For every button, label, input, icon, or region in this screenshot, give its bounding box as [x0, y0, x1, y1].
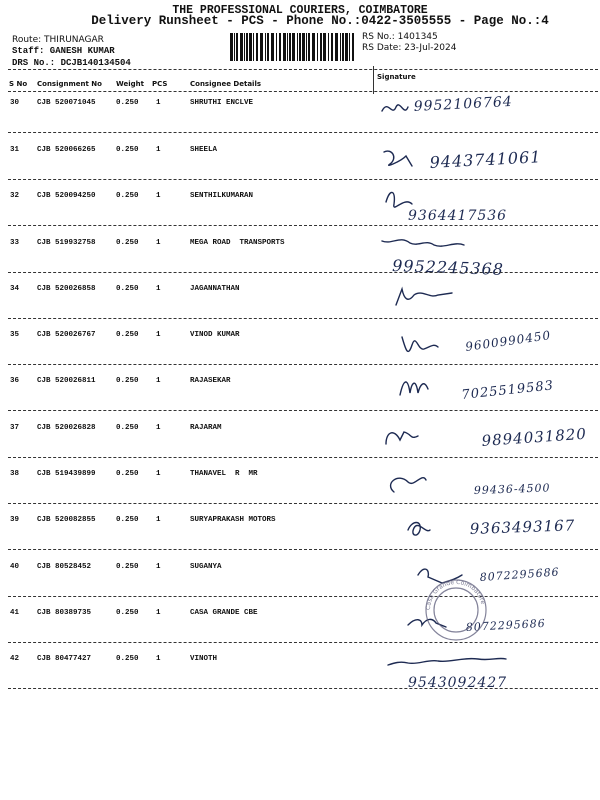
- row-pieces: 1: [156, 285, 161, 293]
- table-row: [0, 325, 600, 371]
- row-divider: [8, 318, 598, 319]
- barcode-bar: [230, 33, 233, 61]
- signature-scribble: [391, 478, 426, 492]
- row-pieces: 1: [156, 331, 161, 340]
- row-sno: 37: [10, 424, 20, 432]
- document-title: THE PROFESSIONAL COURIERS, COIMBATORE: [172, 4, 428, 17]
- row-weight: 0.250: [116, 516, 139, 525]
- barcode-bar: [271, 33, 274, 61]
- row-divider: [8, 549, 598, 550]
- signature-column-divider: [373, 66, 374, 94]
- table-row: [0, 279, 600, 325]
- row-consignment-number: CJB 80477427: [37, 655, 92, 664]
- company-seal-stamp: [424, 578, 488, 642]
- row-consignee: SURYAPRAKASH MOTORS: [190, 516, 276, 525]
- column-header-sno: S No: [9, 80, 28, 88]
- row-sno: 32: [10, 192, 20, 201]
- row-consignment-number: CJB 520026767: [37, 331, 96, 340]
- barcode-bar: [276, 33, 277, 61]
- handwritten-phone-number: 9952106764: [413, 93, 514, 115]
- handwritten-phone-number: 9600990450: [464, 328, 552, 355]
- route-label: Route: THIRUNAGAR: [12, 35, 104, 45]
- barcode-bar: [308, 33, 310, 61]
- row-pieces: 1: [156, 563, 161, 571]
- row-weight: 0.250: [116, 331, 139, 340]
- handwritten-phone-number: 9543092427: [408, 675, 508, 692]
- barcode-bar: [249, 33, 252, 61]
- table-row: [0, 464, 600, 510]
- table-row: [0, 510, 600, 556]
- row-divider: [8, 642, 598, 643]
- handwritten-phone-number: 7025519583: [460, 378, 555, 404]
- row-consignment-number: CJB 520026858: [37, 285, 96, 293]
- row-consignee: THANAVEL R MR: [190, 470, 258, 479]
- row-sno: 38: [10, 470, 20, 479]
- row-sno: 31: [10, 145, 20, 154]
- row-divider: [8, 596, 598, 597]
- signature-scribble: [396, 289, 452, 305]
- row-consignment-number: CJB 520082855: [37, 516, 96, 525]
- row-pieces: 1: [156, 516, 161, 525]
- row-consignment-number: CJB 519439899: [37, 470, 96, 479]
- row-consignee: RAJARAM: [190, 424, 222, 432]
- row-sno: 35: [10, 331, 20, 340]
- rs-date: RS Date: 23-Jul-2024: [362, 43, 457, 53]
- barcode-bar: [323, 33, 326, 61]
- barcode-bar: [267, 33, 269, 61]
- row-pieces: 1: [156, 424, 161, 432]
- column-header-consignee: Consignee Details: [190, 80, 262, 88]
- barcode-bar: [246, 33, 248, 61]
- row-consignment-number: CJB 80528452: [37, 563, 92, 571]
- stamp-lettering: Casa Grande Coimbatore: [424, 578, 487, 611]
- row-pieces: 1: [156, 145, 161, 154]
- row-consignment-number: CJB 520026811: [37, 377, 96, 386]
- table-row: [0, 233, 600, 279]
- row-consignee: SHEELA: [190, 145, 218, 154]
- barcode-bar: [253, 33, 254, 61]
- signature-scribble: [386, 193, 412, 208]
- row-consignment-number: CJB 520066265: [37, 145, 96, 154]
- barcode-image: [229, 33, 357, 61]
- barcode-bar: [328, 33, 329, 61]
- column-header-signature: Signature: [377, 73, 416, 81]
- table-row: [0, 186, 600, 232]
- row-divider: [8, 272, 598, 273]
- table-row: [0, 93, 600, 139]
- row-consignment-number: CJB 80389735: [37, 609, 92, 618]
- row-divider: [8, 457, 598, 458]
- barcode-bar: [352, 33, 354, 61]
- drs-number: DRS No.: DCJB140134504: [12, 58, 131, 68]
- barcode-bar: [240, 33, 243, 61]
- barcode-bar: [297, 33, 298, 61]
- row-divider: [8, 410, 598, 411]
- row-pieces: 1: [156, 655, 161, 664]
- row-divider: [8, 688, 598, 689]
- handwritten-phone-number: 9952245368: [391, 255, 505, 279]
- handwritten-phone-number: 99436-4500: [473, 481, 551, 498]
- row-sno: 39: [10, 516, 20, 525]
- signature-scribble: [388, 659, 506, 666]
- table-row: [0, 371, 600, 417]
- row-sno: 36: [10, 377, 20, 386]
- barcode-bar: [302, 33, 305, 61]
- handwritten-phone-number: 9443741061: [429, 146, 542, 172]
- row-consignee: VINOD KUMAR: [190, 331, 240, 340]
- barcode-bar: [349, 33, 350, 61]
- row-consignment-number: CJB 520094250: [37, 192, 96, 201]
- signature-scribble: [382, 240, 464, 246]
- row-sno: 30: [10, 99, 20, 107]
- barcode-bar: [312, 33, 315, 61]
- barcode-bar: [260, 33, 263, 61]
- row-consignee: JAGANNATHAN: [190, 285, 240, 293]
- barcode-bar: [335, 33, 338, 61]
- header-divider-top: [8, 69, 598, 70]
- row-consignee: RAJASEKAR: [190, 377, 231, 386]
- barcode-bar: [279, 33, 281, 61]
- row-weight: 0.250: [116, 470, 139, 479]
- row-consignment-number: CJB 520026828: [37, 424, 96, 432]
- signature-scribble: [400, 382, 428, 395]
- row-pieces: 1: [156, 192, 161, 201]
- barcode-bar: [244, 33, 245, 61]
- column-header-pcs: PCS: [152, 80, 168, 88]
- row-divider: [8, 364, 598, 365]
- row-weight: 0.250: [116, 377, 139, 386]
- row-sno: 33: [10, 238, 20, 247]
- handwritten-phone-number: 8072295686: [479, 565, 561, 584]
- row-divider: [8, 503, 598, 504]
- signature-scribble: [382, 105, 408, 111]
- row-weight: 0.250: [116, 238, 139, 247]
- table-row: [0, 649, 600, 695]
- barcode-bar: [320, 33, 322, 61]
- table-row: [0, 418, 600, 464]
- row-weight: 0.250: [116, 99, 139, 107]
- handwritten-phone-number: 9894031820: [481, 424, 588, 450]
- row-consignee: SHRUTHI ENCLVE: [190, 99, 254, 107]
- stamp-ring: [434, 588, 478, 632]
- row-sno: 42: [10, 655, 20, 664]
- column-header-weight: Weight: [116, 80, 144, 88]
- barcode-bar: [306, 33, 307, 61]
- barcode-bar: [283, 33, 286, 61]
- row-divider: [8, 225, 598, 226]
- handwritten-phone-number: 8072295686: [465, 617, 547, 635]
- row-pieces: 1: [156, 609, 161, 618]
- signature-scribble: [408, 523, 430, 536]
- row-consignee: CASA GRANDE CBE: [190, 609, 258, 618]
- document-subtitle: Delivery Runsheet - PCS - Phone No.:0422-3505555 - Page No.:4: [91, 14, 549, 28]
- row-weight: 0.250: [116, 285, 139, 293]
- barcode-bar: [317, 33, 318, 61]
- barcode-bar: [342, 33, 344, 61]
- row-pieces: 1: [156, 238, 161, 247]
- barcode-bar: [236, 33, 238, 61]
- staff-label: Staff: GANESH KUMAR: [12, 46, 115, 56]
- barcode-bar: [292, 33, 295, 61]
- row-consignee: VINOTH: [190, 655, 218, 664]
- barcode-bar: [299, 33, 301, 61]
- row-sno: 40: [10, 563, 20, 571]
- barcode-bar: [345, 33, 348, 61]
- handwritten-phone-number: 9364417536: [408, 208, 508, 225]
- row-weight: 0.250: [116, 609, 139, 618]
- table-row: [0, 557, 600, 603]
- row-consignment-number: CJB 519932758: [37, 238, 96, 247]
- signature-scribble: [402, 337, 438, 351]
- barcode-bar: [289, 33, 291, 61]
- row-divider: [8, 132, 598, 133]
- row-consignee: SUGANYA: [190, 563, 222, 571]
- barcode-bar: [234, 33, 235, 61]
- signature-scribble: [386, 432, 418, 444]
- handwritten-phone-number: 9363493167: [469, 516, 576, 539]
- barcode-bar: [287, 33, 288, 61]
- table-row: [0, 603, 600, 649]
- barcode-bar: [256, 33, 258, 61]
- signature-scribble: [384, 151, 412, 166]
- row-sno: 34: [10, 285, 20, 293]
- row-weight: 0.250: [116, 192, 139, 201]
- column-header-consignment: Consignment No: [37, 80, 102, 88]
- row-consignee: SENTHILKUMARAN: [190, 192, 254, 201]
- barcode-bar: [265, 33, 266, 61]
- barcode-bar: [340, 33, 341, 61]
- row-weight: 0.250: [116, 145, 139, 154]
- row-weight: 0.250: [116, 655, 139, 664]
- row-pieces: 1: [156, 99, 161, 107]
- row-consignee: MEGA ROAD TRANSPORTS: [190, 238, 285, 247]
- rs-number: RS No.: 1401345: [362, 32, 438, 42]
- barcode-bar: [331, 33, 333, 61]
- row-consignment-number: CJB 520071045: [37, 99, 96, 107]
- row-sno: 41: [10, 609, 20, 618]
- row-weight: 0.250: [116, 563, 139, 571]
- table-row: [0, 140, 600, 186]
- row-weight: 0.250: [116, 424, 139, 432]
- row-pieces: 1: [156, 377, 161, 386]
- row-pieces: 1: [156, 470, 161, 479]
- row-divider: [8, 179, 598, 180]
